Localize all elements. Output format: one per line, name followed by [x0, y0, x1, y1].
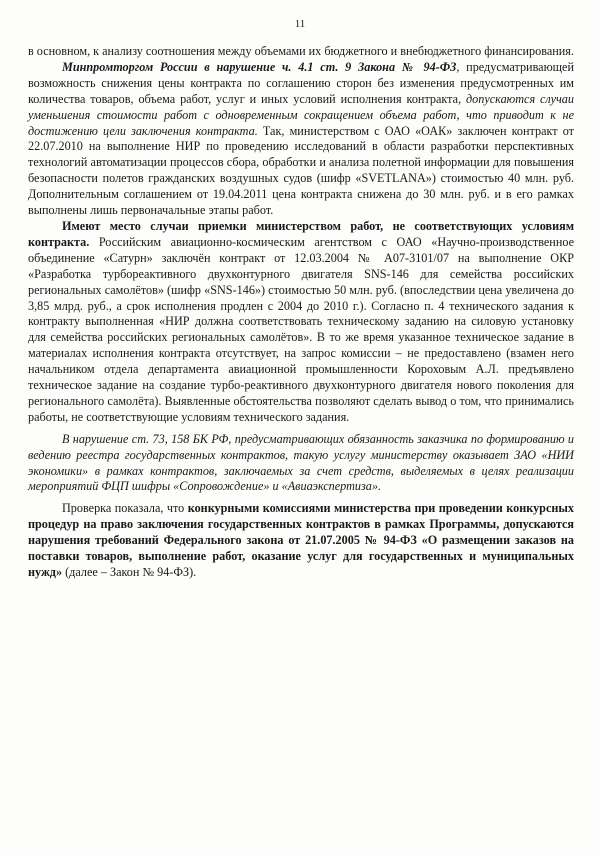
document-body [28, 44, 574, 581]
paragraph-1 [28, 44, 574, 60]
paragraph-5-text-1: Проверка показала, что [62, 501, 188, 516]
paragraph-2-text-2: Так, министерством с ОАО «ОАК» заключен контракт от 22.07.2010 на выполнение НИР по проведению исследований в области разработки перспективных технологий автоматизации процессов сбора, обработки и анализа полетной информации для повышения безопасности полетов гражданских воздушных судов (шифр «SVETLANA») стоимостью 40 млн. руб. Дополнительным соглашением от 19.04.2011 цена контракта снижена до 30 млн. руб. и в его рамках выполнены лишь первоначальные этапы работ. [28, 123, 574, 218]
paragraph-3-lead: Имеют место случаи приемки министерством работ, не соответствующих условиям контракта. [28, 218, 574, 249]
paragraph-1-text: в основном, к анализу соотношения между объемами их бюджетного и внебюджетного финансирования. [28, 44, 574, 58]
paragraph-4 [28, 432, 574, 496]
paragraph-5 [28, 501, 574, 581]
paragraph-4-italic: В нарушение ст. 73, 158 БК РФ, предусматривающих обязанность заказчика по формированию и ведению реестра государственных контрактов, такую услугу министерству оказывает ЗАО «НИИ экономики» в рамках контрактов, заключаемых за счет средств, выделяемых в целях реализации мероприятий ФЦП шифры «Сопровождение» и «Авиаэкспертиза». [28, 431, 574, 494]
page-number: 11 [294, 18, 306, 30]
paragraph-5-text-2: (далее – Закон № 94-ФЗ). [62, 565, 197, 579]
paragraph-2 [28, 60, 574, 219]
paragraph-2-lead: Минпромторгом России в нарушение ч. 4.1 ст. 9 Закона № 94-ФЗ [62, 59, 457, 74]
paragraph-2-italic: допускаются случаи уменьшения стоимости работ с одновременным сокращением объема работ, что приводит к не достижению цели заключения контракта. [28, 91, 574, 138]
paragraph-3-text: Российским авиационно-космическим агентством с ОАО «Научно-производственное объединение «Сатурн» заключён контракт от 12.03.2004 № А07-3101/07 на выполнение ОКР «Разработка турбореактивного двухконтурного двигателя SNS-146 для семейства российских региональных самолётов» (шифр «SNS-146») стоимостью 50 млн. руб. (впоследствии цена увеличена до 3,85 млрд. руб., а срок исполнения продлен с 2004 до 2010 г.). Согласно п. 4 технического задания к контракту выполненная «НИР должна соответствовать техническому заданию на силовую установку для семейства российских региональных самолётов». В то же время указанное техническое задание в материалах исполнения контракта отсутствует, на запрос комиссии – не предоставлено (взамен него начальником отдела департамента авиационной промышленности Короховым А.Л. предъявлено техническое задание на создание турбо-реактивного двухконтурного двигателя нового поколения для регионального самолёта). Выявленные обстоятельства позволяют сделать вывод о том, что принимались работы, не соответствующие условиям технического задания. [28, 234, 574, 424]
paragraph-3 [28, 219, 574, 426]
paragraph-2-text-1: , предусматривающей возможность снижения цены контракта по соглашению сторон без изменения предусмотренных им количества товаров, объема работ, услуг и иных условий исполнения контракта, [28, 59, 574, 106]
paragraph-5-bold: конкурными комиссиями министерства при проведении конкурсных процедур на право заключения государственных контрактов в рамках Программы, допускаются нарушения требований Федерального закона от 21.07.2005 № 94-ФЗ «О размещении заказов на поставки товаров, выполнение работ, оказание услуг для государственных и муниципальных нужд» [28, 501, 575, 579]
